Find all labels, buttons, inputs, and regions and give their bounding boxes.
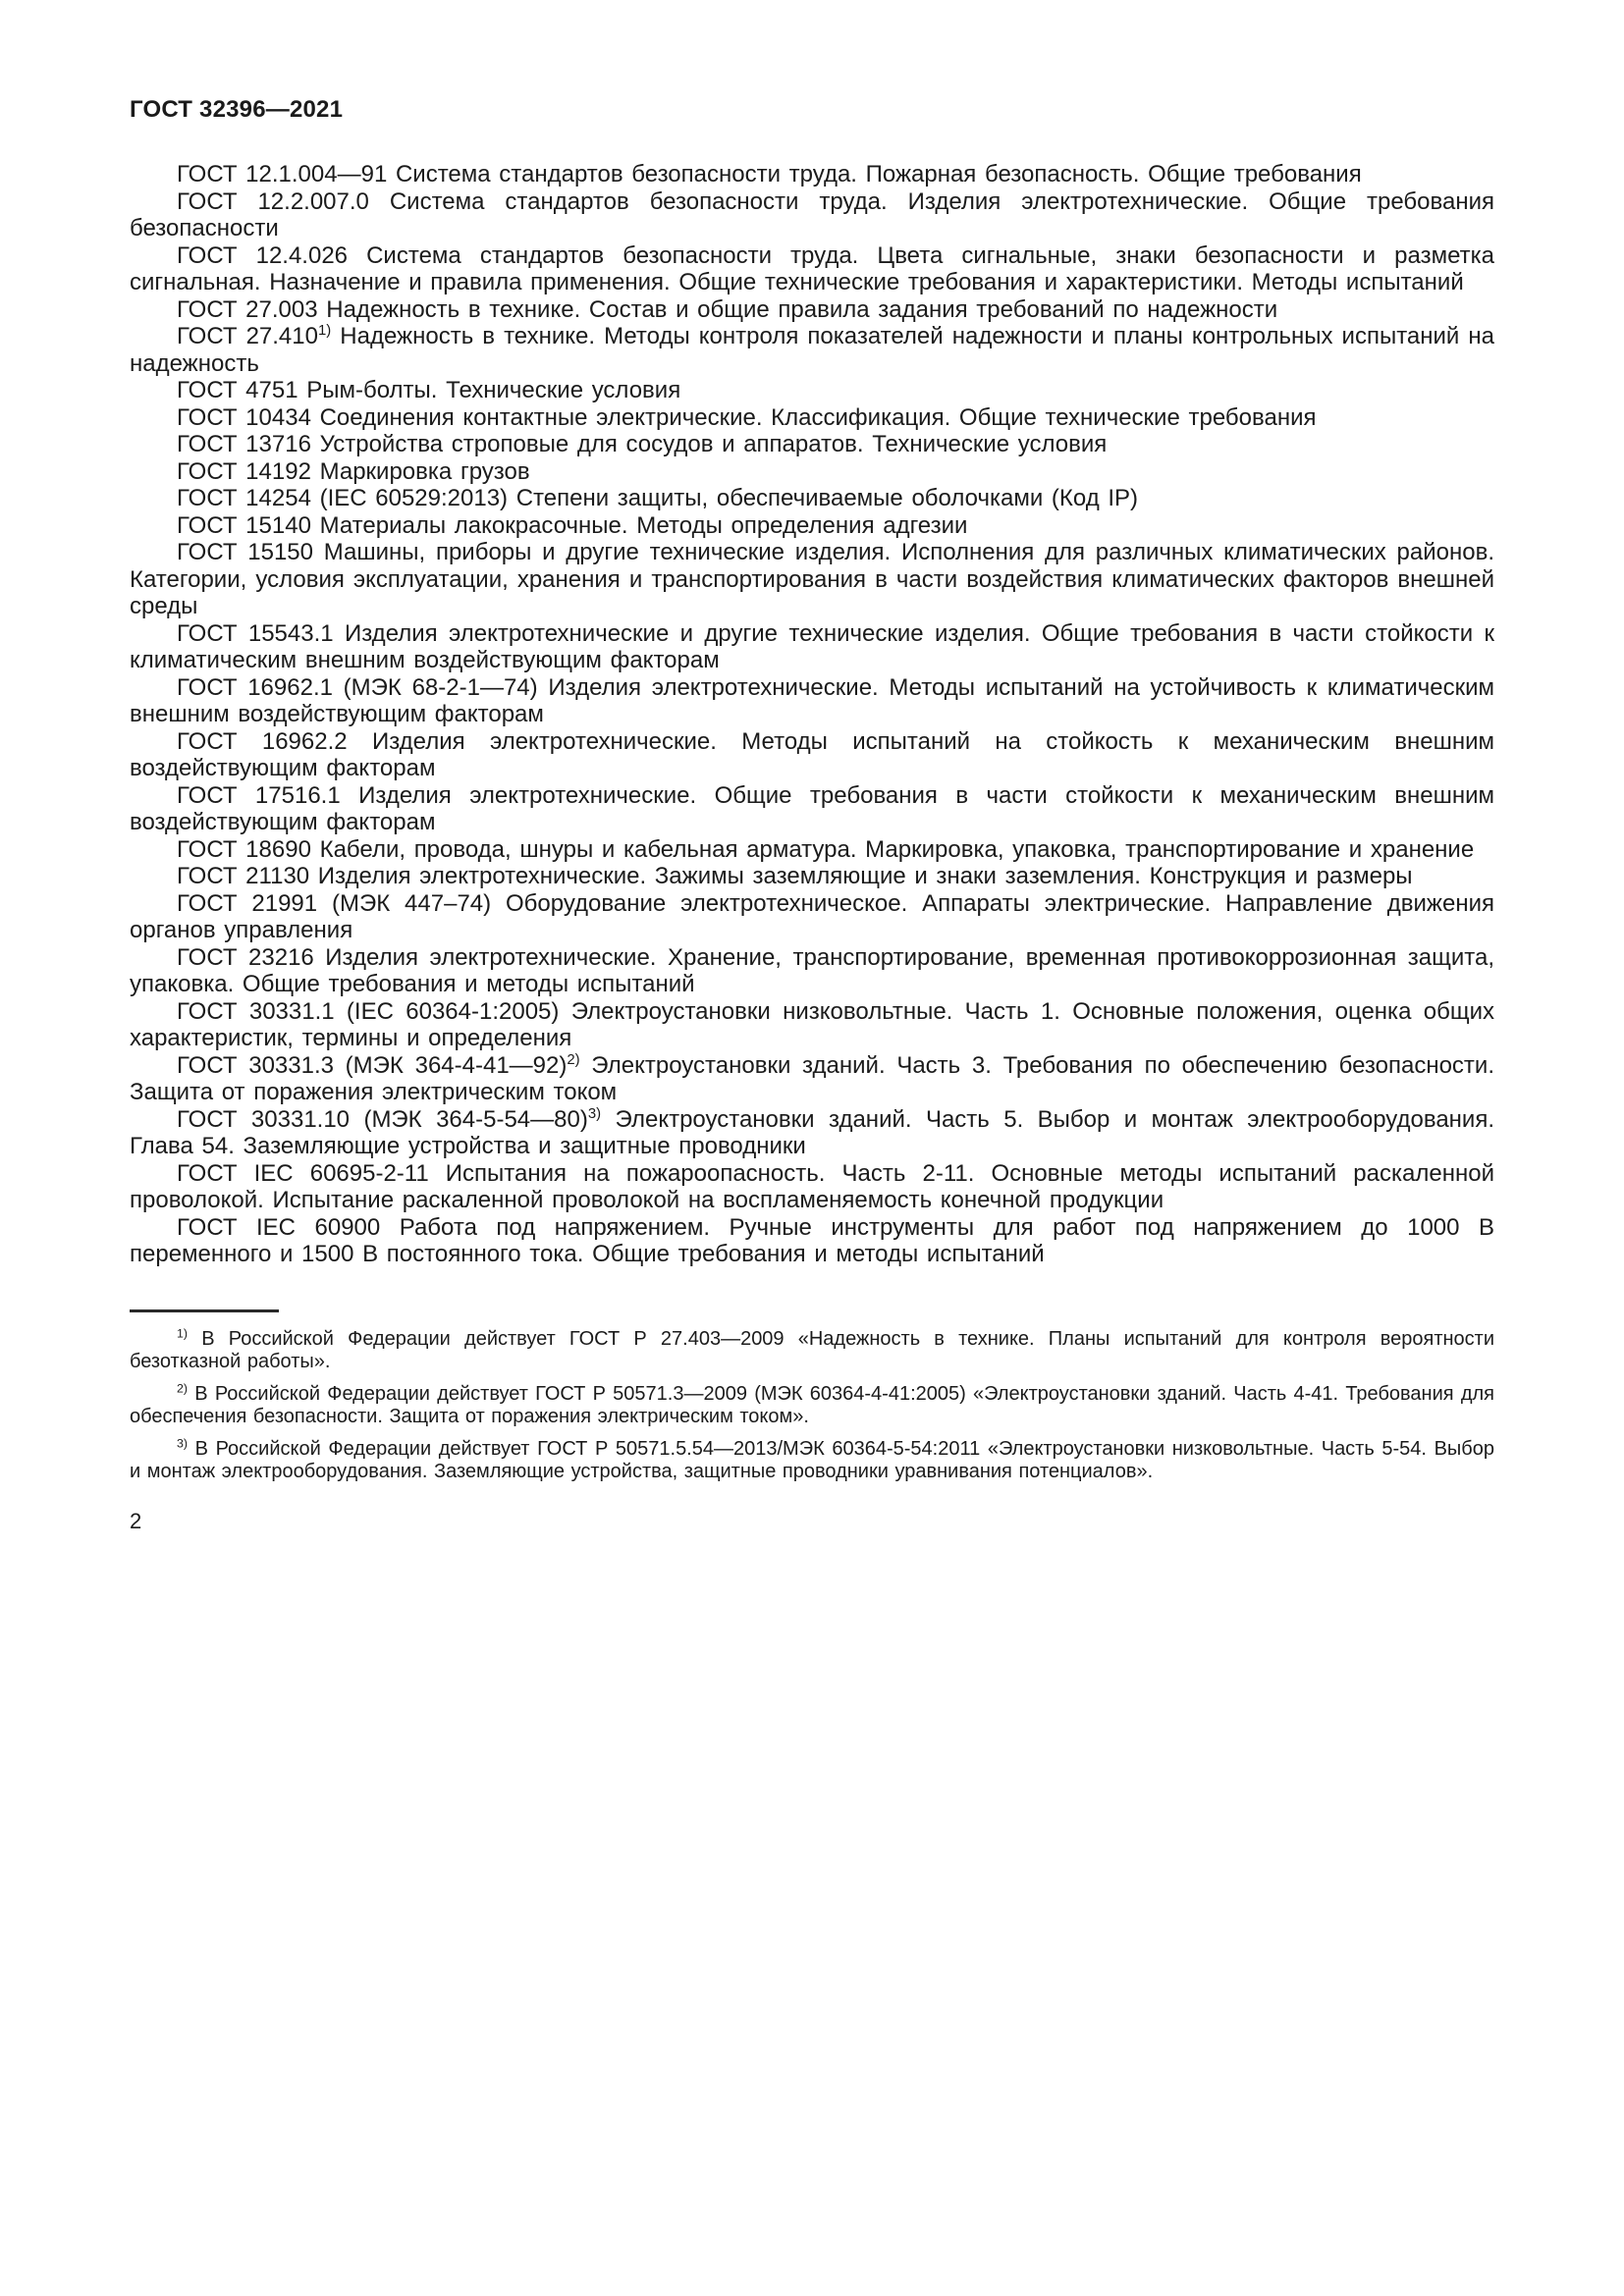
footnote-marker: 1) — [177, 1325, 189, 1340]
reference-paragraph: ГОСТ 13716 Устройства строповые для сосудов и аппаратов. Технические условия — [177, 431, 1108, 457]
reference-paragraph: ГОСТ 15140 Материалы лакокрасочные. Методы определения адгезии — [177, 511, 968, 539]
reference-paragraph: ГОСТ 27.003 Надежность в технике. Состав и общие правила задания требований по надежности — [177, 295, 1278, 323]
reference-paragraph: ГОСТ 30331.3 (МЭК 364-4-41—92)$^{2)}$ Электроустановки зданий. Часть 3. Требования по обеспечению безопасности. Защита от поражения электрическим током — [130, 1051, 1494, 1105]
footnotes-section — [130, 1309, 1494, 1483]
reference-paragraph: ГОСТ 15150 Машины, приборы и другие технические изделия. Исполнения для различных климатических районов. Категории, условия эксплуатации, хранения и транспортирования в части воздействия климатических факторов внешней среды — [130, 539, 1494, 619]
reference-paragraph: ГОСТ IEC 60695-2-11 Испытания на пожароопасность. Часть 2-11. Основные методы испытаний раскаленной проволокой. Испытание раскаленной проволокой на воспламеняемость конечной продукции — [130, 1159, 1494, 1213]
reference-paragraph: ГОСТ 12.2.007.0 Система стандартов безопасности труда. Изделия электротехнические. Общие требования безопасности — [130, 187, 1494, 241]
footnote: $^{1)}$ В Российской Федерации действует ГОСТ Р 27.403—2009 «Надежность в технике. Планы испытаний для контроля вероятности безотказной работы». — [130, 1325, 1494, 1372]
reference-paragraph: ГОСТ 14254 (IEC 60529:2013) Степени защиты, обеспечиваемые оболочками (Код IP) — [177, 485, 1139, 511]
reference-paragraph: ГОСТ 21991 (МЭК 447–74) Оборудование электротехническое. Аппараты электрические. Направление движения органов управления — [130, 889, 1494, 943]
reference-paragraph: ГОСТ 30331.10 (МЭК 364-5-54—80)$^{3)}$ Электроустановки зданий. Часть 5. Выбор и монтаж электрооборудования. Глава 54. Заземляющие устройства и защитные проводники — [130, 1105, 1495, 1159]
footnote: $^{3)}$ В Российской Федерации действует ГОСТ Р 50571.5.54—2013/МЭК 60364-5-54:2011 «Электроустановки низковольтные. Часть 5-54. Выбор и монтаж электрооборудования. Заземляющие устройства, защитные проводники уравнивания потенциалов». — [130, 1435, 1494, 1482]
reference-paragraph: ГОСТ 30331.1 (IEC 60364-1:2005) Электроустановки низковольтные. Часть 1. Основные положения, оценка общих характеристик, термины и определения — [130, 997, 1494, 1051]
reference-paragraph: ГОСТ 12.1.004—91 Система стандартов безопасности труда. Пожарная безопасность. Общие требования — [177, 161, 1362, 187]
reference-paragraph: ГОСТ 15543.1 Изделия электротехнические и другие технические изделия. Общие требования в части стойкости к климатическим внешним воздействующим факторам — [130, 619, 1494, 673]
footnote-separator-rule — [130, 1309, 279, 1312]
reference-paragraph: ГОСТ 17516.1 Изделия электротехнические. Общие требования в части стойкости к механическим внешним воздействующим факторам — [130, 781, 1494, 835]
reference-paragraph: ГОСТ 16962.1 (МЭК 68-2-1—74) Изделия электротехнические. Методы испытаний на устойчивость к климатическим внешним воздействующим факторам — [130, 673, 1494, 727]
footnote-reference-marker: 1) — [317, 323, 332, 339]
reference-paragraph: ГОСТ 23216 Изделия электротехнические. Хранение, транспортирование, временная противокоррозионная защита, упаковка. Общие требования и методы испытаний — [130, 943, 1494, 997]
footnote: $^{2)}$ В Российской Федерации действует ГОСТ Р 50571.3—2009 (МЭК 60364-4-41:2005) «Электроустановки зданий. Часть 4-41. Требования для обеспечения безопасности. Защита от поражения электрическим током». — [130, 1380, 1494, 1427]
references-list — [130, 161, 1494, 1268]
reference-paragraph: ГОСТ 4751 Рым-болты. Технические условия — [177, 377, 681, 403]
reference-paragraph: ГОСТ 12.4.026 Система стандартов безопасности труда. Цвета сигнальные, знаки безопасности и разметка сигнальная. Назначение и правила применения. Общие технические требования и характеристики. Методы испытаний — [130, 241, 1494, 295]
footnote-reference-marker: 3) — [587, 1105, 602, 1122]
reference-paragraph: ГОСТ 14192 Маркировка грузов — [177, 457, 530, 485]
footnote-marker: 2) — [177, 1380, 189, 1395]
reference-paragraph: ГОСТ 16962.2 Изделия электротехнические. Методы испытаний на стойкость к механическим внешним воздействующим факторам — [130, 727, 1494, 781]
reference-paragraph: ГОСТ 18690 Кабели, провода, шнуры и кабельная арматура. Маркировка, упаковка, транспортирование и хранение — [177, 835, 1475, 863]
reference-paragraph: ГОСТ IEC 60900 Работа под напряжением. Ручные инструменты для работ под напряжением до 1000 В переменного и 1500 В постоянного тока. Общие требования и методы испытаний — [130, 1213, 1494, 1267]
page-header — [130, 96, 1494, 124]
footnote-reference-marker: 2) — [567, 1051, 580, 1068]
footnotes-list — [130, 1325, 1494, 1483]
page-number: 2 — [130, 1508, 142, 1533]
document-code: ГОСТ 32396—2021 — [130, 96, 344, 123]
reference-paragraph: ГОСТ 27.410$^{1)}$ Надежность в технике. Методы контроля показателей надежности и планы контрольных испытаний на надежность — [130, 323, 1494, 377]
footnote-marker: 3) — [177, 1435, 189, 1450]
reference-paragraph: ГОСТ 10434 Соединения контактные электрические. Классификация. Общие технические требования — [177, 403, 1317, 431]
reference-paragraph: ГОСТ 21130 Изделия электротехнические. Зажимы заземляющие и знаки заземления. Конструкция и размеры — [177, 863, 1413, 889]
